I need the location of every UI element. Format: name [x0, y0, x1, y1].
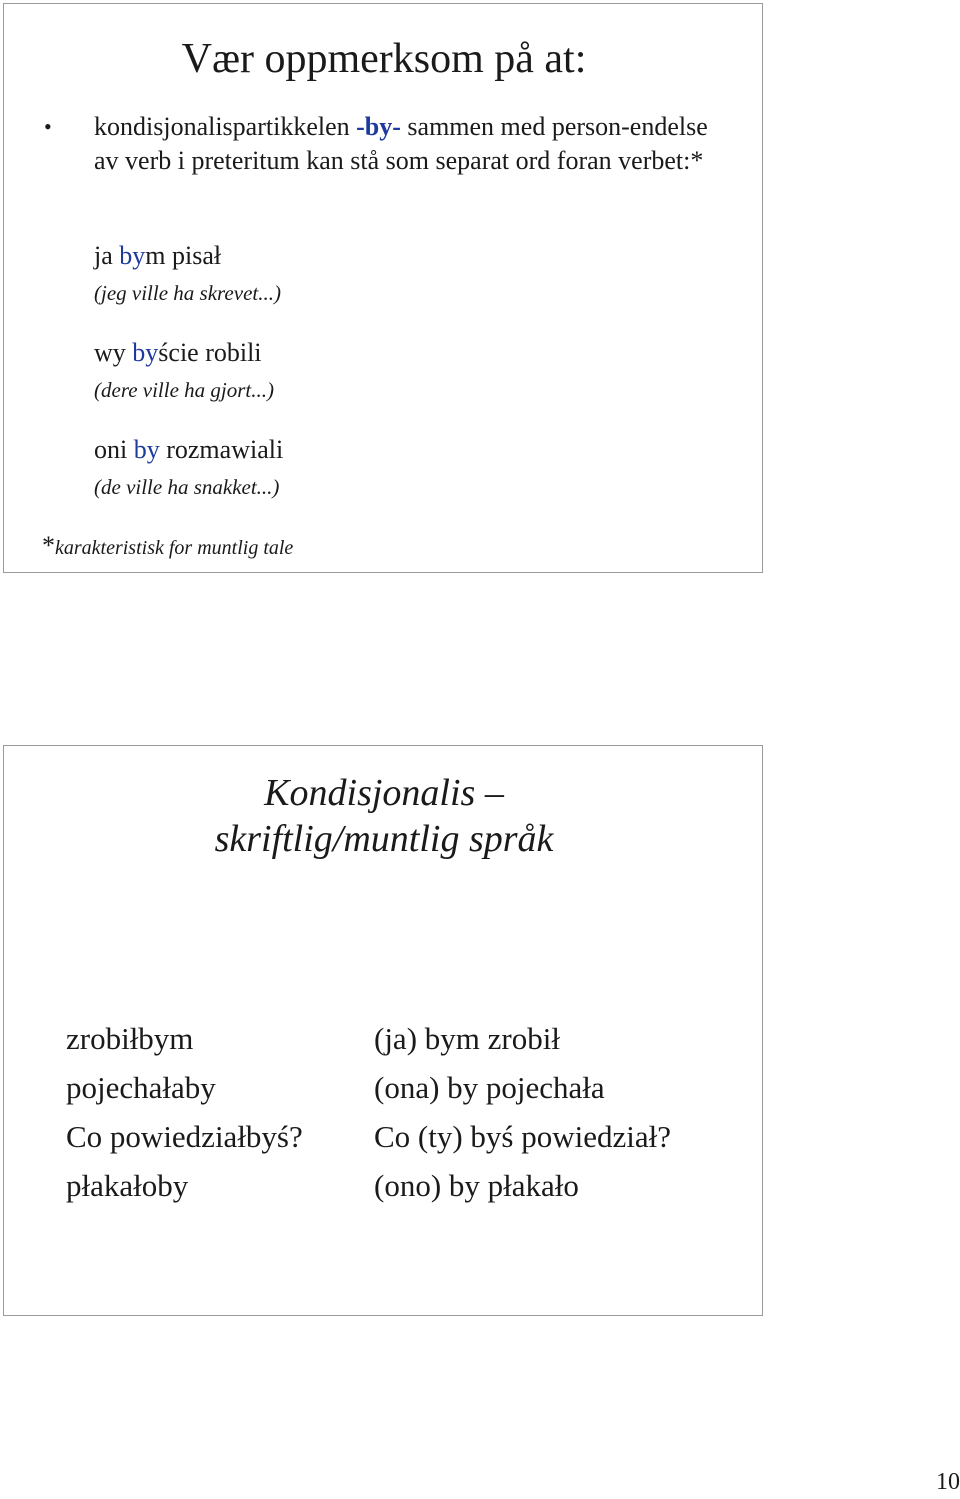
list-item: (ja) bym zrobił [374, 1021, 560, 1056]
list-item: (ona) by pojechała [374, 1070, 605, 1105]
footnote-text: karakteristisk for muntlig tale [55, 537, 294, 559]
slide-2 [3, 745, 763, 1316]
example-2-translation: (dere ville ha gjort...) [94, 378, 275, 402]
example-1-highlight: by [119, 241, 146, 270]
example-3 [94, 435, 283, 465]
example-3-pre: oni [94, 435, 134, 464]
list-item: zrobiłbym [66, 1021, 194, 1056]
list-item: pojechałaby [66, 1070, 216, 1105]
by-keyword: -by- [356, 112, 401, 141]
example-1-pre: ja [94, 241, 120, 270]
bullet-text-before: kondisjonalispartikkelen [94, 112, 357, 141]
example-3-highlight: by [133, 435, 160, 464]
example-2 [94, 338, 262, 368]
slide-1 [3, 3, 763, 573]
example-1 [94, 241, 221, 271]
slide-2-title [4, 770, 764, 862]
example-3-translation: (de ville ha snakket...) [94, 475, 280, 499]
example-1-post: m pisał [145, 241, 222, 270]
list-item: płakałoby [66, 1168, 189, 1203]
page-number: 10 [936, 1469, 960, 1495]
example-3-post: rozmawiali [159, 435, 284, 464]
example-2-post: ście robili [158, 338, 262, 367]
example-2-pre: wy [94, 338, 133, 367]
footnote-star: * [42, 531, 55, 560]
bullet-icon: • [44, 114, 52, 139]
written-forms-column [66, 1014, 303, 1210]
list-item: (ono) by płakało [374, 1168, 579, 1203]
slide-2-title-line-1: Kondisjonalis – [264, 772, 504, 814]
example-2-highlight: by [132, 338, 159, 367]
spoken-forms-column [374, 1014, 671, 1210]
bullet-text-after: sammen med person-endelse av verb i preteritum kan stå som separat ord foran verbet:* [94, 112, 708, 175]
list-item: Co powiedziałbyś? [66, 1119, 303, 1154]
example-1-translation: (jeg ville ha skrevet...) [94, 281, 281, 305]
slide-1-title: Vær oppmerksom på at: [181, 36, 587, 82]
list-item: Co (ty) byś powiedział? [374, 1119, 672, 1154]
slide-2-title-line-2: skriftlig/muntlig språk [214, 818, 554, 860]
bullet-text [94, 110, 734, 178]
footnote [42, 531, 293, 563]
